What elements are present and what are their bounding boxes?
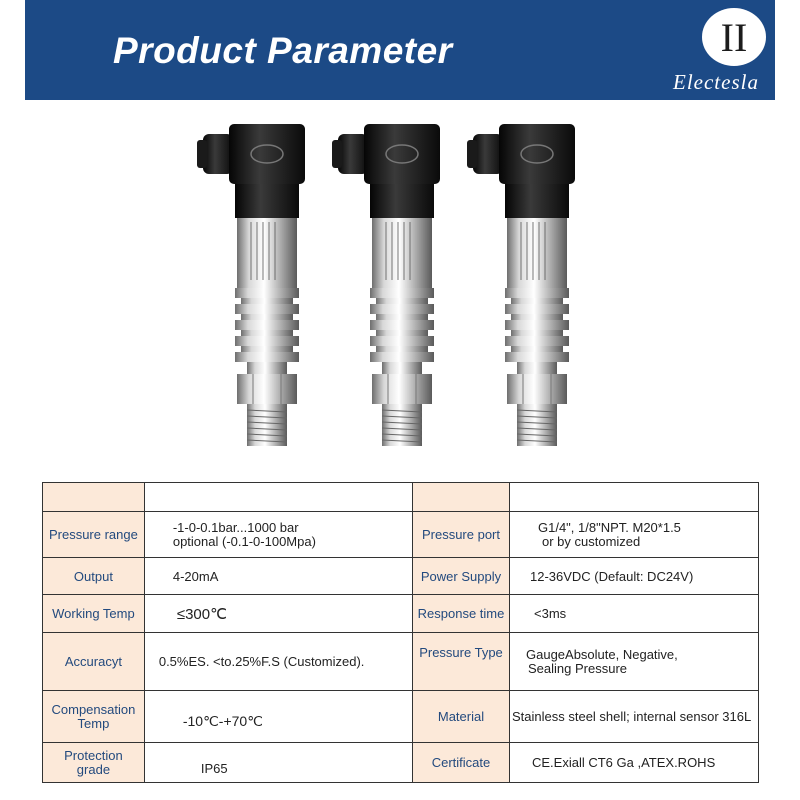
sensor-image-3 [465,120,595,450]
table-row [43,512,759,558]
param-value-power-supply: 12-36VDC (Default: DC24V) [510,558,759,595]
product-images [0,120,800,460]
param-label-pressure-port: Pressure port [413,512,510,558]
sensor-image-2 [330,120,460,450]
value-line: GaugeAbsolute, Negative, [526,646,678,662]
header-cell [43,483,145,512]
table-row [43,691,759,743]
param-label-protection-grade [43,743,145,783]
value-line: G1/4", 1/8"NPT. M20*1.5 [538,519,681,535]
param-value-pressure-range [144,512,412,558]
param-value-pressure-type [510,633,759,691]
param-value-response-time: <3ms [510,595,759,633]
param-value-pressure-port [510,512,759,558]
param-label-certificate: Certificate [413,743,510,783]
header-cell [413,483,510,512]
value-line: optional (-0.1-0-100Mpa) [172,533,316,549]
parameter-table [42,482,759,783]
header-banner [25,0,775,100]
page-title: Product Parameter [113,30,453,71]
param-value-material: Stainless steel shell; internal sensor 316L [510,691,759,743]
param-value-output: 4-20mA [144,558,412,595]
sensor-image-1 [195,120,325,450]
table-header-row [43,483,759,512]
param-label-compensation-temp [43,691,145,743]
param-value-accuracy: 0.5%ES. <to.25%F.S (Customized). [144,633,412,691]
table-row [43,595,759,633]
param-label-working-temp: Working Temp [43,595,145,633]
brand-name: Electesla [673,70,759,94]
param-value-compensation-temp: -10℃-+70℃ [144,691,412,743]
param-value-certificate: CE.Exiall CT6 Ga ,ATEX.ROHS [510,743,759,783]
table-row [43,743,759,783]
label-line: grade [76,761,111,777]
param-value-working-temp: ≤300℃ [144,595,412,633]
label-line: Temp [77,715,110,731]
value-line: Sealing Pressure [528,660,627,676]
param-label-pressure-type: Pressure Type [413,633,510,691]
value-line: or by customized [542,533,641,549]
table-row [43,633,759,691]
brand-logo-icon: II [702,8,766,66]
label-line: Protection [64,747,123,763]
param-label-pressure-range: Pressure range [43,512,145,558]
header-cell [144,483,412,512]
param-label-material: Material [413,691,510,743]
value-line: -1-0-0.1bar...1000 bar [172,519,299,535]
param-label-accuracy: Accuracyt [43,633,145,691]
param-label-output: Output [43,558,145,595]
param-label-power-supply: Power Supply [413,558,510,595]
param-value-protection-grade: IP65 [144,743,412,783]
table-row [43,558,759,595]
label-line: Compensation [51,701,136,717]
header-cell [510,483,759,512]
param-label-response-time: Response time [413,595,510,633]
